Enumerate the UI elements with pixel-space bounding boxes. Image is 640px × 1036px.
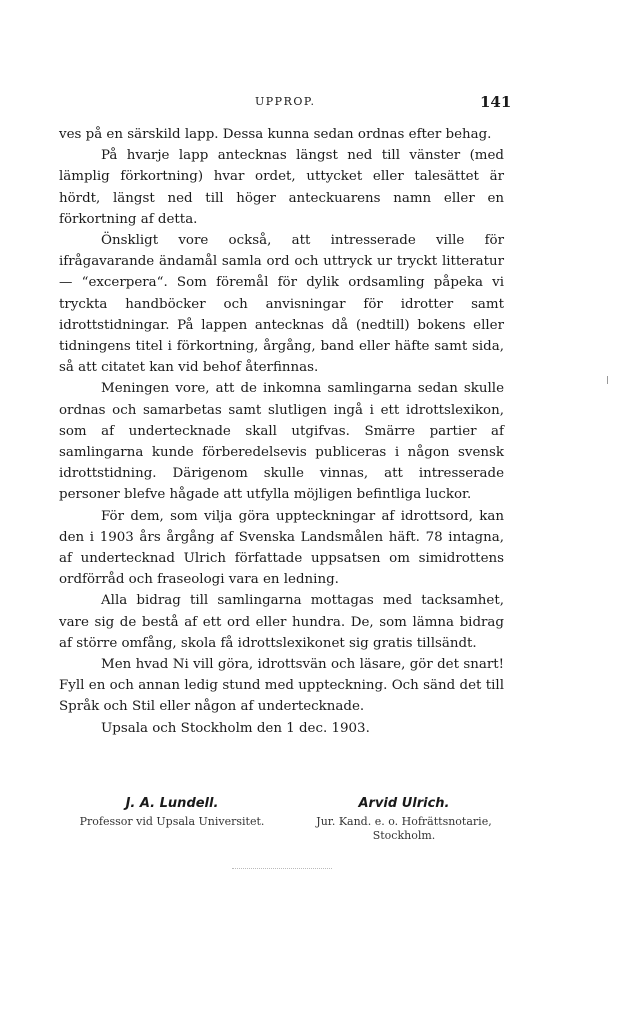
signature-title-lundell: Professor vid Upsala Universitet. — [79, 815, 265, 828]
signature-right — [290, 796, 518, 843]
signature-block — [58, 796, 518, 856]
page-number: 141 — [480, 93, 512, 111]
paragraph-7: Men hvad Ni vill göra, idrottsvän och läsare, gör det snart! Fyll en och annan ledig stund med uppteckning. Och sänd det till Språk och Stil eller någon af undertecknade. — [59, 657, 504, 715]
paragraph-4: Meningen vore, att de inkomna samlingarna sedan skulle ordnas och samarbetas samt slutligen ingå i ett idrottslexikon, som af undertecknade skall utgifvas. Smärre partier af samlingarna kunde förberedelsevis publiceras i någon svensk idrottstidning. Därigenom skulle vinnas, att intresserade personer blefve hågade att utfylla möjligen befintliga luckor. — [59, 381, 504, 503]
paragraph-2: På hvarje lapp antecknas längst ned till vänster (med lämplig förkortning) hvar ordet, uttycket eller talesättet är hördt, längst ned till höger anteckuarens namn eller en förkortning af detta. — [59, 148, 504, 227]
body-text — [59, 124, 504, 739]
page-header — [0, 93, 640, 113]
signature-title-ulrich-line2: Stockholm. — [372, 829, 436, 842]
margin-mark — [607, 376, 608, 384]
dateline: Upsala och Stockholm den 1 dec. 1903. — [101, 720, 370, 736]
paragraph-5: För dem, som vilja göra uppteckningar af idrottsord, kan den i 1903 års årgång af Svenska Landsmålen häft. 78 intagna, af undertecknad Ulrich författade uppsatsen om simidrottens ordförråd och fraseologi vara en ledning. — [59, 508, 504, 588]
paragraph-1: ves på en särskild lapp. Dessa kunna sedan ordnas efter behag. — [59, 127, 492, 142]
paragraph-6: Alla bidrag till samlingarna mottagas med tacksamhet, vare sig de bestå af ett ord eller hundra. De, som lämna bidrag af större omfång, skola få idrottslexikonet sig gratis tillsändt. — [59, 593, 504, 651]
signature-title-ulrich-line1: Jur. Kand. e. o. Hofrättsnotarie, — [316, 815, 492, 828]
signature-name-lundell: J. A. Lundell. — [125, 796, 219, 811]
paragraph-3: Önskligt vore också, att intresserade ville för ifrågavarande ändamål samla ord och uttryck ur tryckt litteratur — “excerpera“. Som föremål för dylik ordsamling påpeka vi tryckta handböcker och anvisningar för idrotter samt idrottstidningar. På lappen antecknas då (nedtill) bokens eller tidningens titel i förkortning, årgång, band eller häfte samt sida, så att citatet kan vid behof återfinnas. — [59, 233, 504, 376]
running-head: UPPROP. — [255, 95, 316, 108]
footer-rule — [232, 868, 332, 870]
signature-name-ulrich: Arvid Ulrich. — [358, 796, 450, 811]
signature-left — [58, 796, 286, 829]
